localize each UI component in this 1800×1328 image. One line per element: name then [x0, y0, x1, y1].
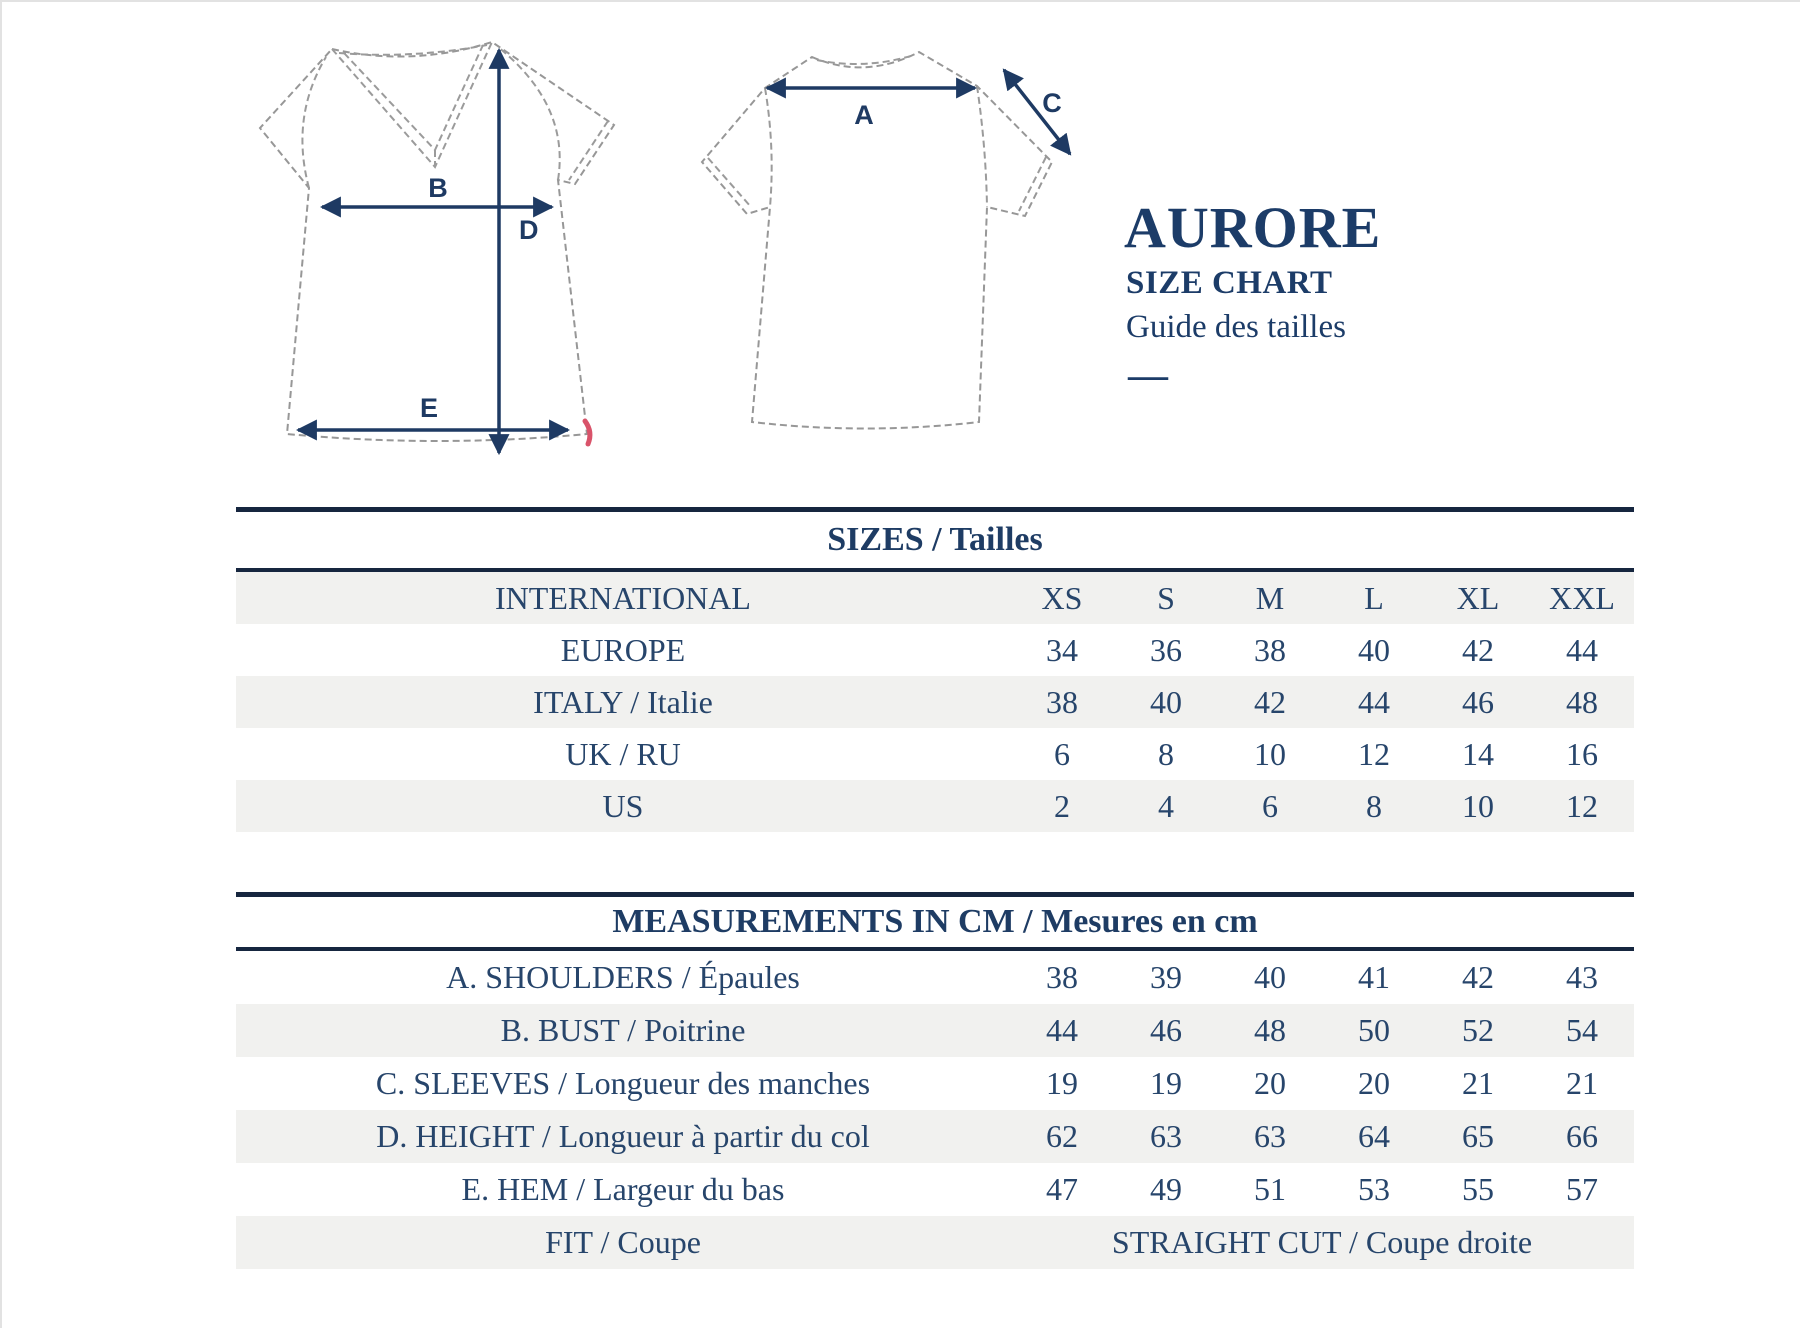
table-row	[236, 780, 1634, 832]
size-cell: 48	[1566, 683, 1598, 720]
garment-diagram	[172, 17, 1112, 457]
measure-label-a: A	[854, 100, 874, 130]
measure-label-b: B	[428, 173, 448, 203]
measurements-table-grid	[236, 951, 1634, 1269]
back-shirt-diagram	[702, 52, 1070, 429]
size-cell: 38	[1046, 683, 1078, 720]
size-cell: M	[1255, 579, 1285, 616]
table-row	[236, 572, 1634, 624]
size-cell: 10	[1254, 735, 1286, 772]
row-label: US	[602, 787, 644, 824]
row-label: FIT / Coupe	[545, 1224, 701, 1260]
sizes-table-grid	[236, 572, 1634, 832]
row-label: A. SHOULDERS / Épaules	[446, 959, 800, 995]
measure-cell: 50	[1358, 1012, 1390, 1048]
size-cell: 44	[1358, 683, 1390, 720]
measurements-table-header: MEASUREMENTS IN CM / Mesures en cm	[236, 892, 1634, 951]
row-label: E. HEM / Largeur du bas	[461, 1171, 785, 1207]
size-cell: 16	[1566, 735, 1598, 772]
size-cell: 46	[1462, 683, 1494, 720]
size-cell: 36	[1150, 631, 1182, 668]
size-cell: XL	[1456, 579, 1500, 616]
row-label: UK / RU	[565, 735, 681, 772]
measure-cell: 21	[1462, 1065, 1494, 1101]
size-cell: 38	[1254, 631, 1286, 668]
measure-cell: 38	[1046, 959, 1078, 995]
measure-cell: 19	[1046, 1065, 1078, 1101]
measure-cell: 40	[1254, 959, 1286, 995]
measure-cell: 20	[1358, 1065, 1390, 1101]
measure-cell: 55	[1462, 1171, 1494, 1207]
measure-cell: 66	[1566, 1118, 1598, 1154]
measure-cell: 49	[1150, 1171, 1182, 1207]
measure-cell: 63	[1254, 1118, 1286, 1154]
size-cell: 14	[1462, 735, 1494, 772]
row-label: B. BUST / Poitrine	[500, 1012, 746, 1048]
measure-cell: 54	[1566, 1012, 1598, 1048]
divider-dash: —	[1128, 352, 1168, 397]
size-cell: 10	[1462, 787, 1494, 824]
sizes-table-header: SIZES / Tailles	[236, 507, 1634, 572]
table-row	[236, 1163, 1634, 1216]
size-cell: S	[1157, 579, 1175, 616]
table-row	[236, 951, 1634, 1004]
measure-cell: 64	[1358, 1118, 1390, 1154]
size-cell: 6	[1054, 735, 1070, 772]
measure-label-e: E	[419, 393, 439, 423]
row-label: C. SLEEVES / Longueur des manches	[375, 1065, 871, 1101]
table-row	[236, 624, 1634, 676]
back-shirt-outline	[702, 52, 1052, 429]
size-cell: 12	[1358, 735, 1390, 772]
measure-cell: 52	[1462, 1012, 1494, 1048]
row-label: INTERNATIONAL	[495, 579, 751, 616]
measure-cell: 65	[1462, 1118, 1494, 1154]
measure-cell: 41	[1358, 959, 1390, 995]
measure-cell: 48	[1254, 1012, 1286, 1048]
front-shirt-diagram	[260, 42, 614, 453]
measure-cell: 42	[1462, 959, 1494, 995]
measure-cell: 57	[1566, 1171, 1598, 1207]
table-row	[236, 728, 1634, 780]
measure-cell: 47	[1046, 1171, 1078, 1207]
table-row	[236, 1057, 1634, 1110]
measure-cell: 62	[1046, 1118, 1078, 1154]
measure-cell: 53	[1358, 1171, 1390, 1207]
measure-label-d: D	[519, 215, 539, 245]
size-chart-label-fr: Guide des tailles	[1126, 309, 1346, 345]
front-shirt-outline	[260, 42, 614, 441]
size-cell: 42	[1254, 683, 1286, 720]
product-name: AURORE	[1124, 195, 1382, 260]
measure-cell: 19	[1150, 1065, 1182, 1101]
size-cell: 40	[1358, 631, 1390, 668]
fit-value-cell: STRAIGHT CUT / Coupe droite	[1111, 1224, 1533, 1260]
size-cell: 44	[1566, 631, 1598, 668]
measure-cell: 44	[1046, 1012, 1078, 1048]
sizes-table	[236, 507, 1634, 832]
row-label: EUROPE	[560, 631, 686, 668]
size-cell: 6	[1262, 787, 1278, 824]
table-row	[236, 676, 1634, 728]
measure-cell: 43	[1566, 959, 1598, 995]
row-label: ITALY / Italie	[533, 683, 713, 720]
table-row-fit	[236, 1216, 1634, 1269]
size-cell: 2	[1054, 787, 1070, 824]
size-cell: XXL	[1549, 579, 1615, 616]
measure-cell: 46	[1150, 1012, 1182, 1048]
measure-label-c: C	[1042, 88, 1062, 118]
size-cell: 40	[1150, 683, 1182, 720]
size-cell: 12	[1566, 787, 1598, 824]
size-chart-label: SIZE CHART	[1126, 265, 1333, 301]
size-cell: 34	[1046, 631, 1078, 668]
size-cell: 42	[1462, 631, 1494, 668]
table-row	[236, 1004, 1634, 1057]
size-cell: L	[1364, 579, 1384, 616]
size-cell: 4	[1158, 787, 1174, 824]
row-label: D. HEIGHT / Longueur à partir du col	[376, 1118, 870, 1154]
size-cell: XS	[1041, 579, 1083, 616]
measurements-table	[236, 892, 1634, 1269]
size-cell: 8	[1158, 735, 1174, 772]
measure-cell: 39	[1150, 959, 1182, 995]
measure-cell: 20	[1254, 1065, 1286, 1101]
measure-cell: 21	[1566, 1065, 1598, 1101]
size-cell: 8	[1366, 787, 1382, 824]
measure-cell: 63	[1150, 1118, 1182, 1154]
table-row	[236, 1110, 1634, 1163]
measure-cell: 51	[1254, 1171, 1286, 1207]
